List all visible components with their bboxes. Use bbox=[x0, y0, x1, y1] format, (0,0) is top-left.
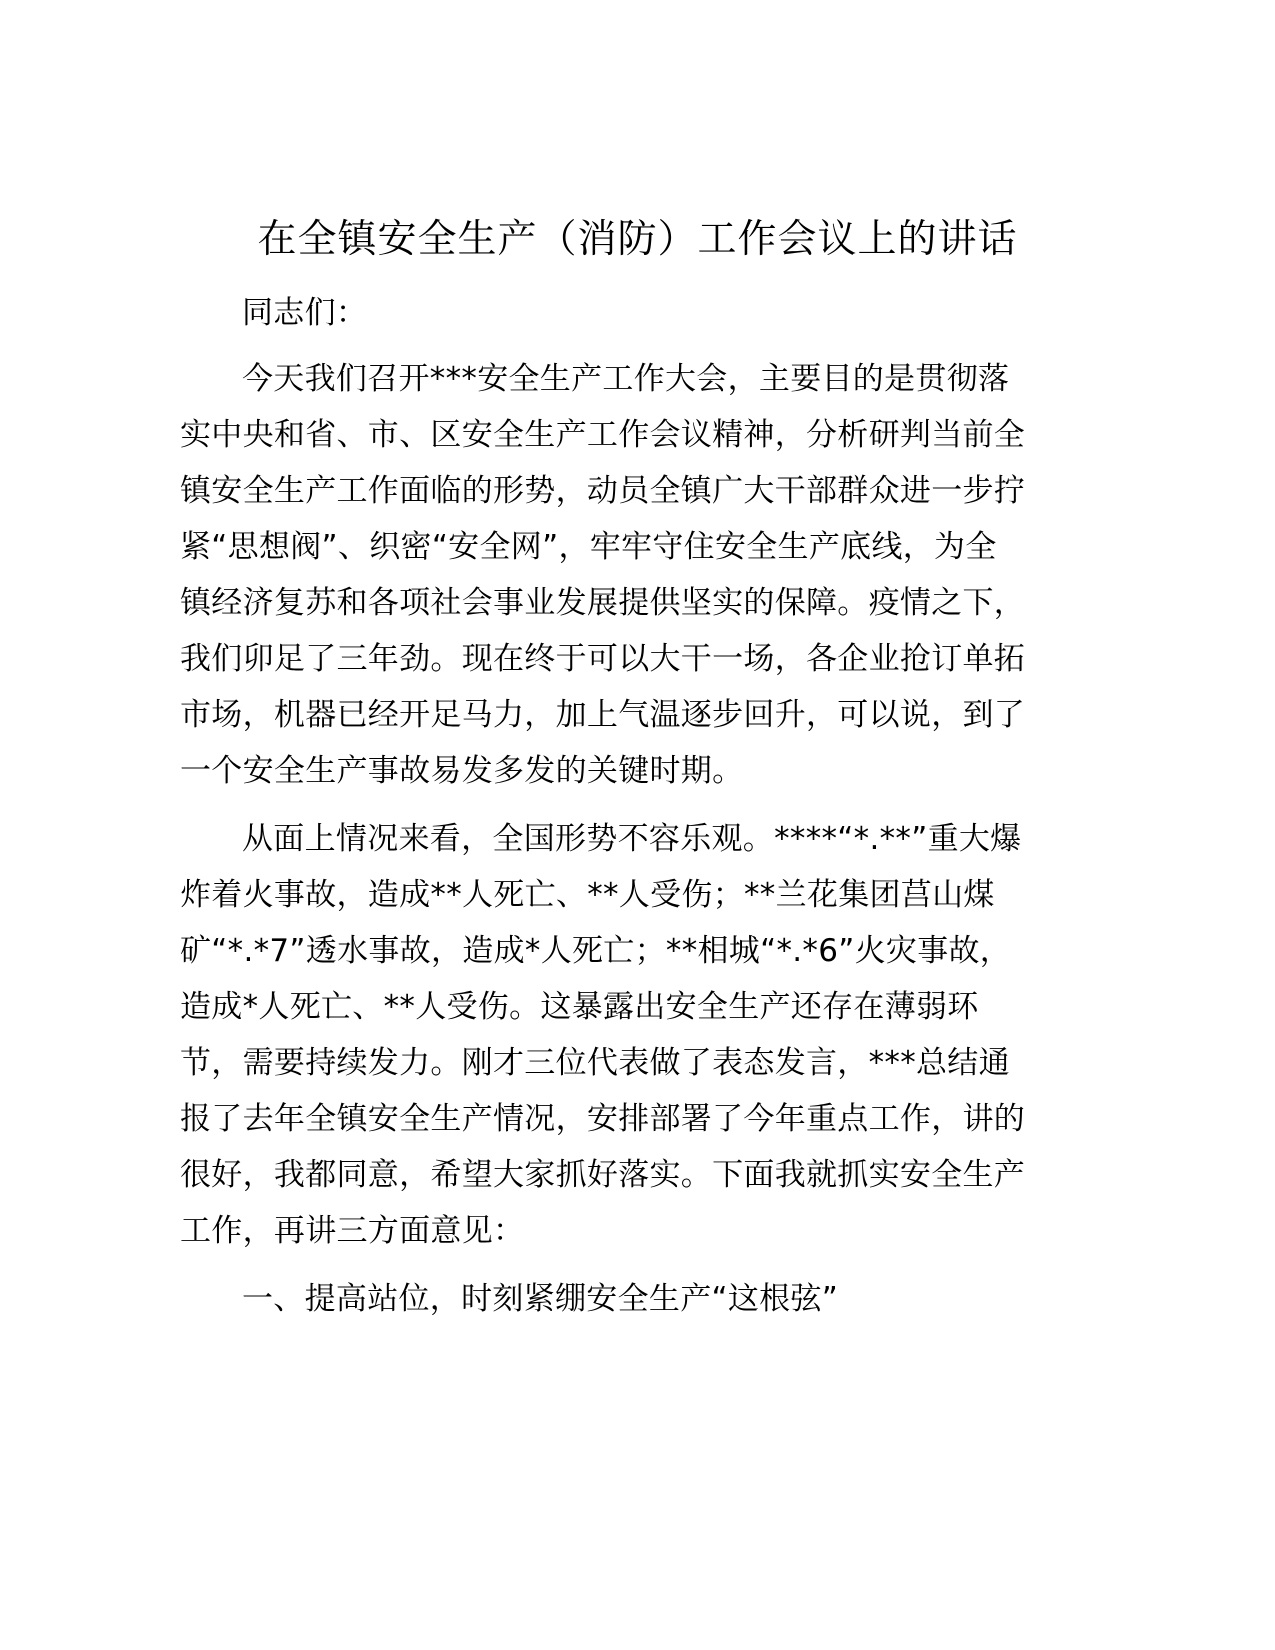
paragraph-line: 工作，再讲三方面意见： bbox=[180, 1213, 525, 1249]
salutation-text: 同志们： bbox=[242, 295, 368, 331]
section-heading bbox=[180, 1271, 1040, 1327]
paragraph-line: 紧“思想阀”、织密“安全网”，牢牢守住安全生产底线，为全 bbox=[180, 529, 997, 565]
document-title: 在全镇安全生产（消防）工作会议上的讲话 bbox=[257, 217, 1018, 262]
paragraph-line: 一个安全生产事故易发多发的关键时期。 bbox=[180, 753, 744, 789]
paragraph-line: 造成*人死亡、**人受伤。这暴露出安全生产还存在薄弱环 bbox=[180, 989, 979, 1025]
section-heading-text: 一、提高站位，时刻紧绷安全生产“这根弦” bbox=[242, 1281, 839, 1317]
paragraph-line: 我们卯足了三年劲。现在终于可以大干一场，各企业抢订单拓 bbox=[180, 641, 1026, 677]
paragraph-2 bbox=[180, 811, 1040, 1259]
paragraph-line: 炸着火事故，造成**人死亡、**人受伤；**兰花集团莒山煤 bbox=[180, 877, 995, 913]
paragraph-line: 节，需要持续发力。刚才三位代表做了表态发言，***总结通 bbox=[180, 1045, 1010, 1081]
salutation bbox=[180, 285, 1040, 341]
paragraph-line: 从面上情况来看，全国形势不容乐观。****“*.**”重大爆 bbox=[242, 821, 1022, 857]
document-body bbox=[180, 285, 1040, 1339]
paragraph-line: 镇经济复苏和各项社会事业发展提供坚实的保障。疫情之下， bbox=[180, 585, 1026, 621]
paragraph-line: 报了去年全镇安全生产情况，安排部署了今年重点工作，讲的 bbox=[180, 1101, 1026, 1137]
paragraph-line: 市场，机器已经开足马力，加上气温逐步回升，可以说，到了 bbox=[180, 697, 1026, 733]
paragraph-1 bbox=[180, 351, 1040, 799]
paragraph-line: 今天我们召开***安全生产工作大会，主要目的是贯彻落 bbox=[242, 361, 1010, 397]
paragraph-line: 镇安全生产工作面临的形势，动员全镇广大干部群众进一步拧 bbox=[180, 473, 1026, 509]
paragraph-line: 很好，我都同意，希望大家抓好落实。下面我就抓实安全生产 bbox=[180, 1157, 1026, 1193]
paragraph-line: 实中央和省、市、区安全生产工作会议精神，分析研判当前全 bbox=[180, 417, 1026, 453]
paragraph-line: 矿“*.*7”透水事故，造成*人死亡；**相城“*.*6”火灾事故， bbox=[180, 933, 1012, 969]
